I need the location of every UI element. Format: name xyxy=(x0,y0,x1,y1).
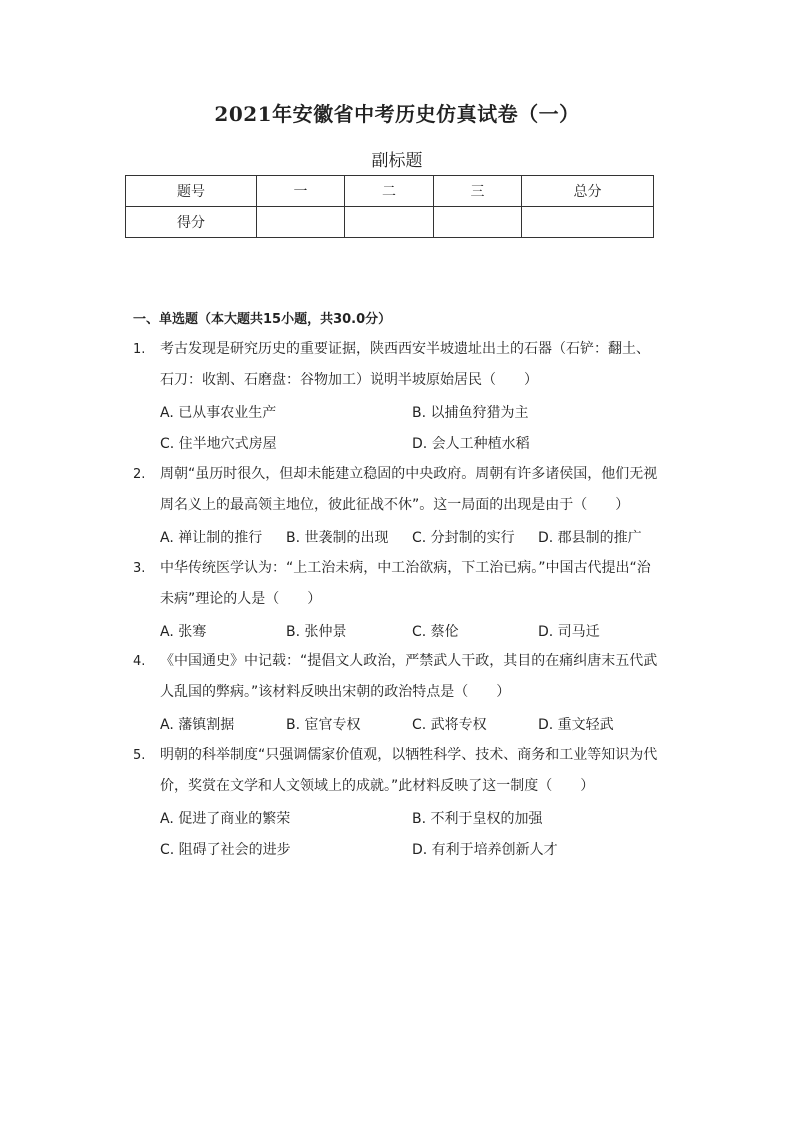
option-a[interactable]: A. 促进了商业的繁荣 xyxy=(160,811,291,827)
option-d[interactable]: D. 郡县制的推广 xyxy=(538,530,642,546)
score-cell xyxy=(522,207,654,238)
question-text: 《中国通史》中记载：“提倡文人政治，严禁武人干政，其目的在痛纠唐末五代武人乱国的弊病。”该材料反映出宋朝的政治特点是（ ） xyxy=(160,653,658,700)
score-header-cell: 总分 xyxy=(522,176,654,207)
option-d[interactable]: D. 司马迁 xyxy=(538,624,600,640)
score-cell xyxy=(345,207,434,238)
question-options xyxy=(160,396,663,458)
section-title: 一、单选题（本大题共15小题，共30.0分） xyxy=(133,312,392,327)
option-c[interactable]: C. 住半地穴式房屋 xyxy=(160,436,277,452)
exam-subtitle: 副标题 xyxy=(371,151,423,171)
exam-title: 2021年安徽省中考历史仿真试卷（一） xyxy=(214,102,580,126)
score-row-label: 得分 xyxy=(126,207,257,238)
question-text: 考古发现是研究历史的重要证据，陕西西安半坡遗址出土的石器（石铲：翻土、石刀：收割、石磨盘：谷物加工）说明半坡原始居民（ ） xyxy=(160,341,650,388)
option-d[interactable]: D. 有利于培养创新人才 xyxy=(412,842,558,858)
score-header-cell: 二 xyxy=(345,176,434,207)
option-a[interactable]: A. 藩镇割据 xyxy=(160,717,235,733)
question-text: 中华传统医学认为：“上工治未病，中工治欲病，下工治已病。”中国古代提出“治未病”理论的人是（ ） xyxy=(160,560,651,607)
option-b[interactable]: B. 张仲景 xyxy=(286,624,347,640)
option-b[interactable]: B. 宦官专权 xyxy=(286,717,361,733)
question-number: 3. xyxy=(133,561,146,576)
score-header-cell: 题号 xyxy=(126,176,257,207)
score-cell xyxy=(434,207,522,238)
option-c[interactable]: C. 阻碍了社会的进步 xyxy=(160,842,291,858)
question-number: 4. xyxy=(133,654,146,669)
question-text: 周朝“虽历时很久，但却未能建立稳固的中央政府。周朝有许多诸侯国，他们无视周名义上的最高领主地位，彼此征战不休”。这一局面的出现是由于（ ） xyxy=(160,466,658,513)
question-number: 5. xyxy=(133,748,146,763)
question-text: 明朝的科举制度“只强调儒家价值观，以牺牲科学、技术、商务和工业等知识为代价，奖赏在文学和人文领域上的成就。”此材料反映了这一制度（ ） xyxy=(160,747,658,794)
question-5 xyxy=(133,740,663,864)
option-c[interactable]: C. 分封制的实行 xyxy=(412,530,515,546)
score-table-header-row xyxy=(126,176,654,207)
option-b[interactable]: B. 世袭制的出现 xyxy=(286,530,389,546)
option-a[interactable]: A. 禅让制的推行 xyxy=(160,530,263,546)
question-4 xyxy=(133,646,663,739)
question-3 xyxy=(133,553,663,646)
option-c[interactable]: C. 武将专权 xyxy=(412,717,487,733)
score-cell xyxy=(257,207,345,238)
question-options xyxy=(160,802,663,864)
score-table xyxy=(125,175,654,238)
option-c[interactable]: C. 蔡伦 xyxy=(412,624,459,640)
question-options xyxy=(160,521,663,552)
question-number: 2. xyxy=(133,467,146,482)
option-a[interactable]: A. 张骞 xyxy=(160,624,207,640)
score-table-score-row xyxy=(126,207,654,238)
score-header-cell: 三 xyxy=(434,176,522,207)
score-header-cell: 一 xyxy=(257,176,345,207)
question-2 xyxy=(133,459,663,552)
option-d[interactable]: D. 重文轻武 xyxy=(538,717,614,733)
option-a[interactable]: A. 已从事农业生产 xyxy=(160,405,277,421)
option-b[interactable]: B. 不利于皇权的加强 xyxy=(412,811,543,827)
option-d[interactable]: D. 会人工种植水稻 xyxy=(412,436,530,452)
option-b[interactable]: B. 以捕鱼狩猎为主 xyxy=(412,405,529,421)
question-1 xyxy=(133,334,663,458)
question-options xyxy=(160,615,663,646)
question-options xyxy=(160,708,663,739)
question-number: 1. xyxy=(133,342,146,357)
